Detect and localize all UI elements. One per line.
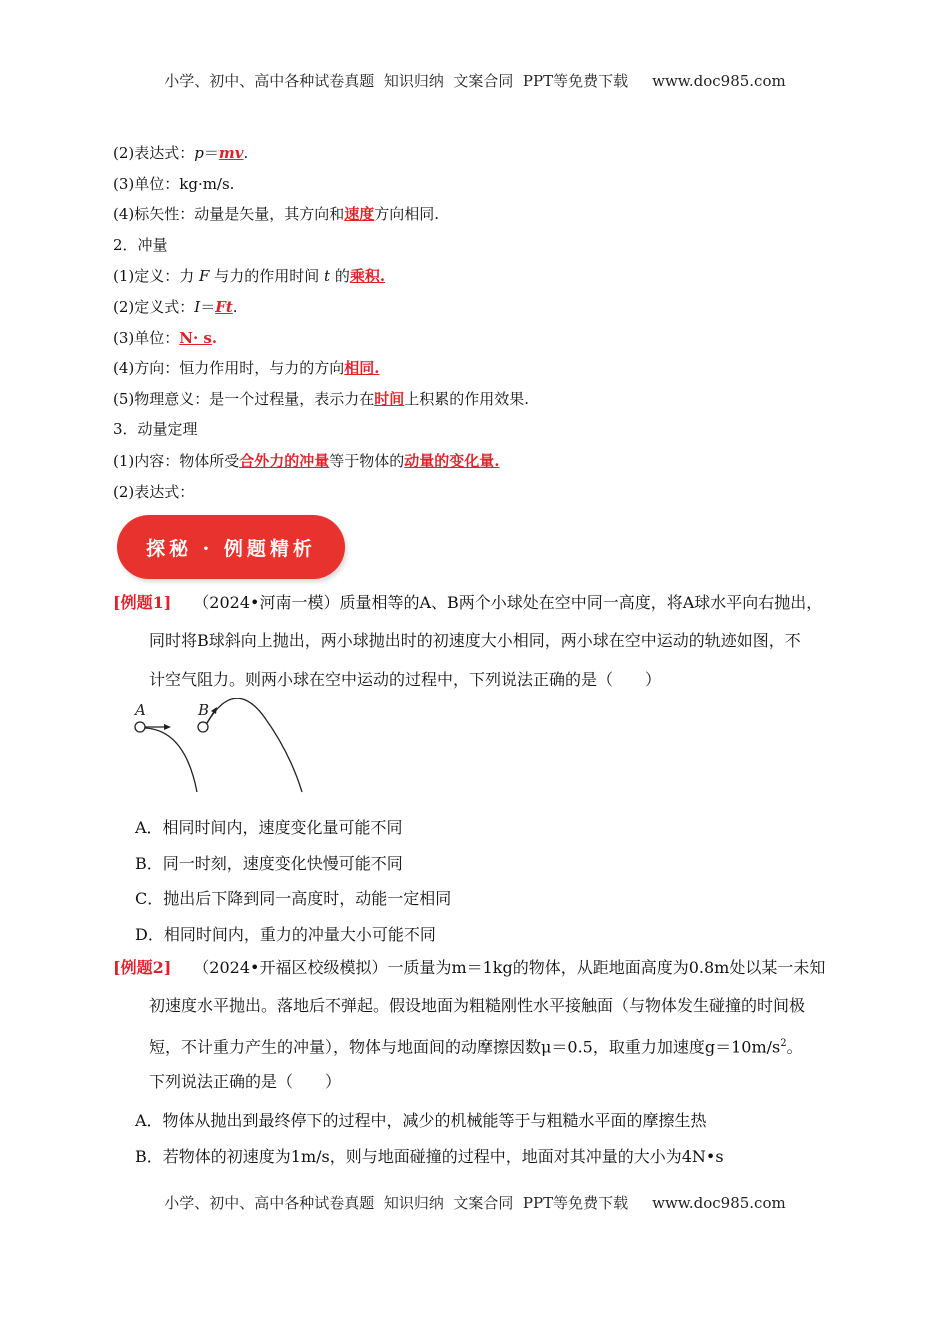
- example1-option-c: C．抛出后下降到同一高度时，动能一定相同: [135, 889, 452, 908]
- example2-option-b: B．若物体的初速度为1m/s，则与地面碰撞的过程中，地面对其冲量的大小为4N•s: [135, 1147, 724, 1166]
- section-banner: 探秘 · 例题精析: [117, 515, 345, 579]
- answer-net-impulse: 合外力的冲量: [239, 452, 330, 470]
- momentum-unit: (3)单位：kg·m/s.: [113, 175, 235, 193]
- example1-option-d: D．相同时间内，重力的冲量大小可能不同: [135, 925, 436, 944]
- example1-option-a: A．相同时间内，速度变化量可能不同: [135, 818, 403, 837]
- impulse-formula: (2)定义式：I＝Ft.: [113, 298, 238, 316]
- theorem-content: (1)内容：物体所受合外力的冲量等于物体的动量的变化量.: [113, 452, 500, 470]
- label-a: A: [135, 701, 146, 719]
- trajectory-figure: [125, 698, 315, 798]
- ball-b: [198, 722, 208, 732]
- momentum-vector: (4)标矢性：动量是矢量，其方向和速度方向相同.: [113, 205, 440, 223]
- impulse-meaning: (5)物理意义：是一个过程量，表示力在时间上积累的作用效果.: [113, 390, 530, 408]
- answer-same: 相同.: [344, 359, 380, 377]
- example1-line3: 计空气阻力。则两小球在空中运动的过程中，下列说法正确的是（ ）: [149, 670, 662, 689]
- answer-velocity: 速度: [344, 205, 375, 223]
- answer-ns: N· s: [179, 329, 212, 347]
- page-header: [0, 70, 950, 91]
- impulse-direction: (4)方向：恒力作用时，与力的方向相同.: [113, 359, 380, 377]
- theorem-heading: 3．动量定理: [113, 420, 198, 438]
- label-b: B: [198, 701, 210, 719]
- example2-tag: [例题2]: [113, 958, 172, 977]
- trajectory-b: [207, 698, 302, 792]
- page-footer: [0, 1192, 950, 1213]
- answer-time: 时间: [374, 390, 405, 408]
- impulse-unit: (3)单位：N· s.: [113, 329, 218, 347]
- example1-line1: [例题1] （2024•河南一模）质量相等的A、B两个小球处在空中同一高度，将A球水平向右抛出，: [113, 593, 823, 612]
- ball-a: [135, 722, 145, 732]
- example2-line4: 下列说法正确的是（ ）: [149, 1072, 342, 1091]
- answer-momentum-change: 动量的变化量.: [404, 452, 500, 470]
- impulse-heading: 2．冲量: [113, 236, 168, 254]
- answer-mv: mv: [218, 144, 244, 162]
- answer-ft: Ft: [215, 298, 233, 316]
- footer-text: 小学、初中、高中各种试卷真题 知识归纳 文案合同 PPT等免费下载: [164, 1194, 629, 1212]
- arrow-a-head: [164, 724, 171, 730]
- header-text: 小学、初中、高中各种试卷真题 知识归纳 文案合同 PPT等免费下载: [164, 72, 629, 90]
- header-url: www.doc985.com: [652, 72, 786, 90]
- theorem-expression: (2)表达式：: [113, 483, 195, 501]
- answer-product: 乘积.: [349, 267, 386, 285]
- footer-url: www.doc985.com: [652, 1194, 786, 1212]
- example1-tag: [例题1]: [113, 593, 172, 612]
- trajectory-a: [145, 728, 197, 792]
- example2-line1: [例题2] （2024•开福区校级模拟）一质量为m＝1kg的物体，从距地面高度为0.8m处以某一未知: [113, 958, 826, 977]
- momentum-expression: (2)表达式：p＝mv.: [113, 144, 249, 162]
- example2-line3: 短，不计重力产生的冲量），物体与地面间的动摩擦因数μ＝0.5，取重力加速度$g=10m/s^2$。: [149, 1037, 803, 1057]
- example1-line2: 同时将B球斜向上抛出，两小球抛出时的初速度大小相同，两小球在空中运动的轨迹如图，不: [149, 631, 801, 650]
- example2-line2: 初速度水平抛出。落地后不弹起。假设地面为粗糙刚性水平接触面（与物体发生碰撞的时间极: [149, 996, 806, 1015]
- example1-option-b: B．同一时刻，速度变化快慢可能不同: [135, 854, 403, 873]
- impulse-definition: (1)定义：力 F 与力的作用时间 t 的乘积.: [113, 267, 386, 285]
- example2-option-a: A．物体从抛出到最终停下的过程中，减少的机械能等于与粗糙水平面的摩擦生热: [135, 1111, 707, 1130]
